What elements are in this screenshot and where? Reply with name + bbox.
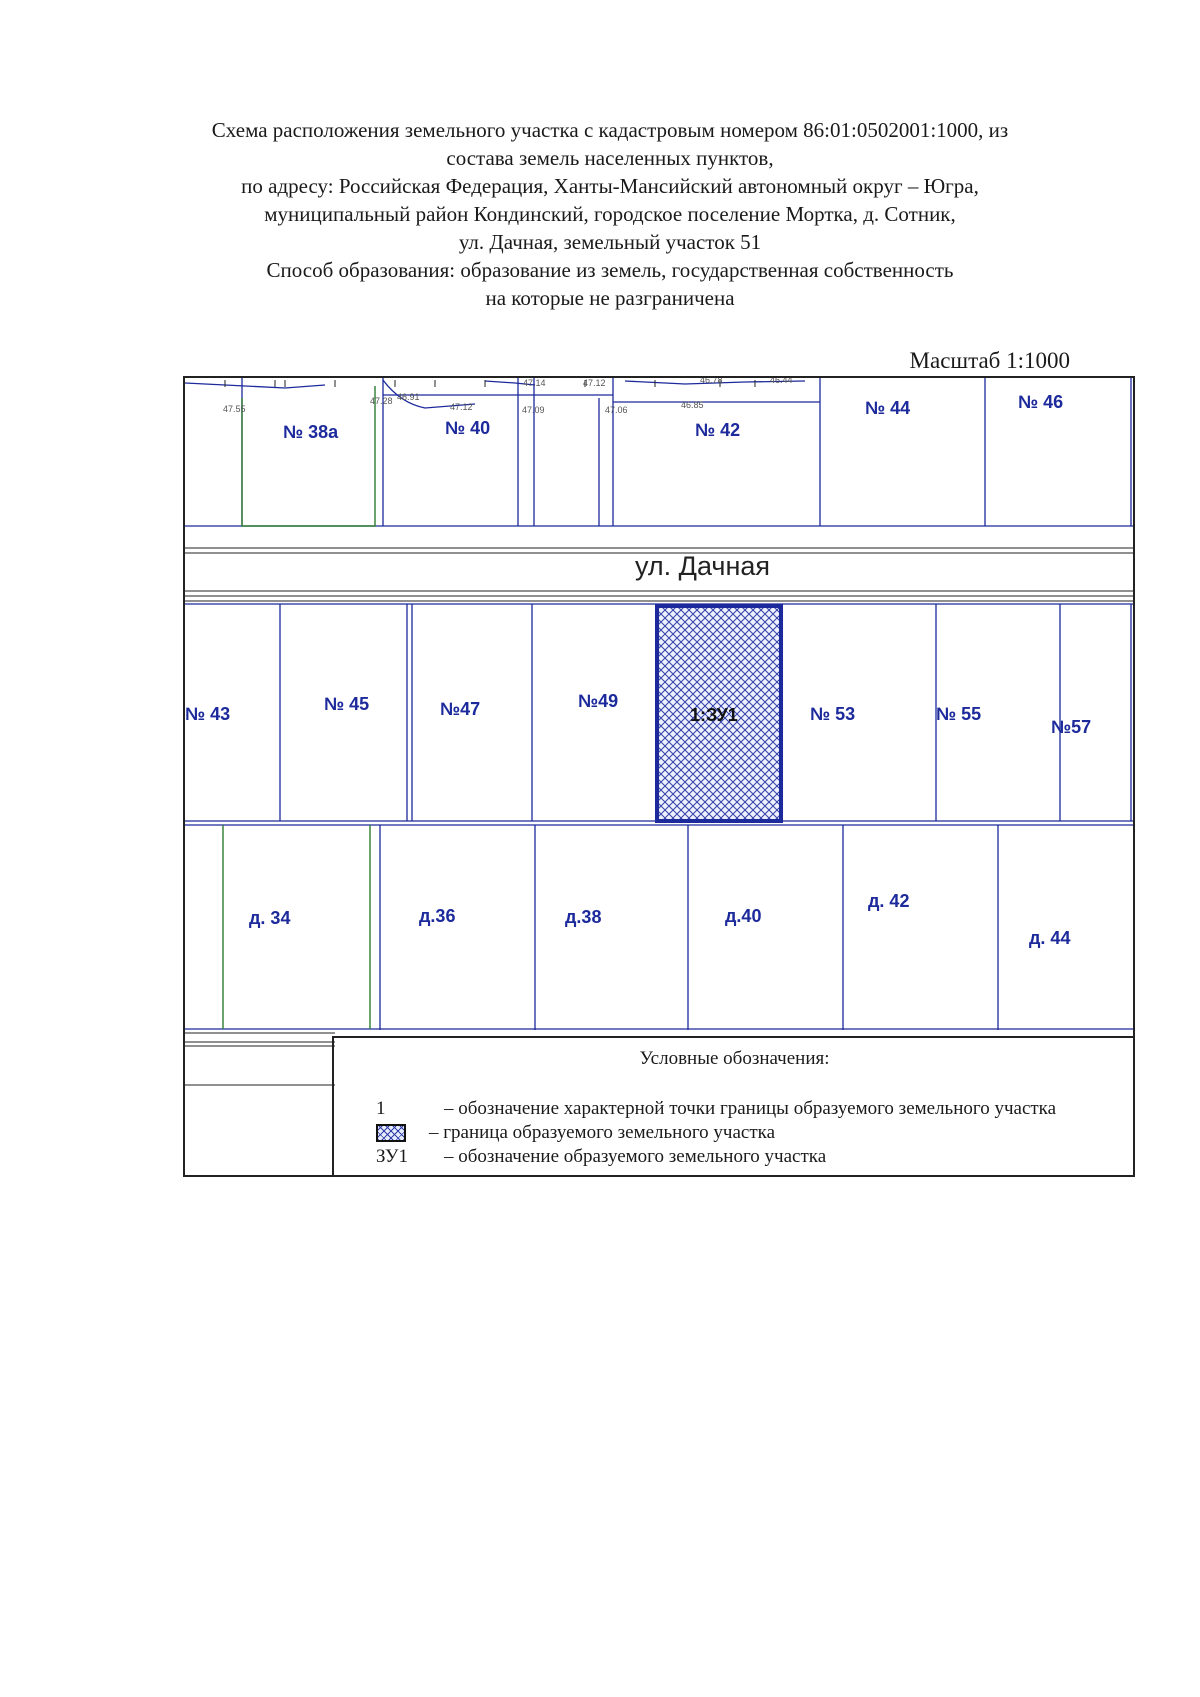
middle-row-labels — [185, 691, 1091, 737]
house-label: д. 34 — [249, 908, 291, 928]
legend-symbol: 1 — [376, 1098, 386, 1119]
legend — [332, 1036, 1135, 1177]
elevation-mark: 46.44 — [770, 378, 793, 385]
header-line: Схема расположения земельного участка с кадастровым номером 86:01:0502001:1000, из — [211, 118, 1009, 142]
green-boundary — [242, 386, 375, 526]
legend-title: Условные обозначения: — [639, 1048, 830, 1069]
parcel-label: № 46 — [1018, 392, 1064, 412]
house-label: д.38 — [565, 907, 602, 927]
header-line: на которые не разграничена — [485, 286, 735, 310]
bottom-row-boundaries — [185, 825, 1133, 1030]
green-boundary-bottom — [223, 825, 370, 1029]
new-parcel-label: 1:ЗУ1 — [690, 705, 738, 725]
legend-symbol: ЗУ1 — [376, 1146, 408, 1167]
legend-item-parcel — [334, 1146, 1135, 1170]
elevation-mark: 47.14 — [523, 378, 546, 388]
house-label: д. 42 — [868, 891, 910, 911]
parcel-label: № 55 — [936, 704, 982, 724]
legend-description: – обозначение характерной точки границы образуемого земельного участка — [444, 1098, 1057, 1119]
top-row-boundaries — [185, 378, 1133, 526]
scale-label: Масштаб 1:1000 — [909, 348, 1070, 373]
elevation-mark: 47.28 — [370, 396, 393, 406]
header-line: муниципальный район Кондинский, городское поселение Мортка, д. Сотник, — [264, 202, 956, 226]
bottom-row-labels — [249, 891, 1070, 948]
header-line: состава земель населенных пунктов, — [446, 146, 774, 170]
house-label: д.36 — [419, 906, 456, 926]
elevation-mark: 47.55 — [223, 404, 246, 414]
house-label: д. 44 — [1029, 928, 1071, 948]
street-name: ул. Дачная — [635, 551, 770, 581]
parcel-label: №47 — [440, 699, 481, 719]
header-line: по адресу: Российская Федерация, Ханты-Мансийский автономный округ – Югра, — [241, 174, 979, 198]
elevation-mark: 47.12 — [450, 402, 473, 412]
parcel-label: № 43 — [185, 704, 231, 724]
parcel-label: № 45 — [324, 694, 370, 714]
parcel-label: № 53 — [810, 704, 856, 724]
legend-description: – обозначение образуемого земельного участка — [444, 1146, 827, 1167]
elevation-marks — [223, 378, 793, 415]
lower-street-lines — [185, 1033, 335, 1085]
header-line: ул. Дачная, земельный участок 51 — [458, 230, 762, 254]
parcel-label: № 40 — [445, 418, 491, 438]
parcel-label: № 38а — [283, 422, 339, 442]
elevation-mark: 47.09 — [522, 405, 545, 415]
document-header — [150, 116, 1070, 312]
hatch-swatch-icon — [376, 1124, 406, 1142]
elevation-mark: 46.85 — [681, 400, 704, 410]
legend-item-point — [334, 1098, 1135, 1122]
legend-item-boundary — [334, 1122, 1135, 1146]
parcel-label: № 44 — [865, 398, 911, 418]
parcel-label: №57 — [1051, 717, 1092, 737]
house-label: д.40 — [725, 906, 762, 926]
elevation-mark: 46.78 — [700, 378, 723, 385]
elevation-mark: 46.91 — [397, 392, 420, 402]
parcel-label: № 42 — [695, 420, 741, 440]
header-line: Способ образования: образование из земель, государственная собственность — [266, 258, 954, 282]
legend-description: – граница образуемого земельного участка — [429, 1122, 776, 1143]
parcel-label: №49 — [578, 691, 619, 711]
elevation-mark: 47.06 — [605, 405, 628, 415]
elevation-mark: 47.12 — [583, 378, 606, 388]
